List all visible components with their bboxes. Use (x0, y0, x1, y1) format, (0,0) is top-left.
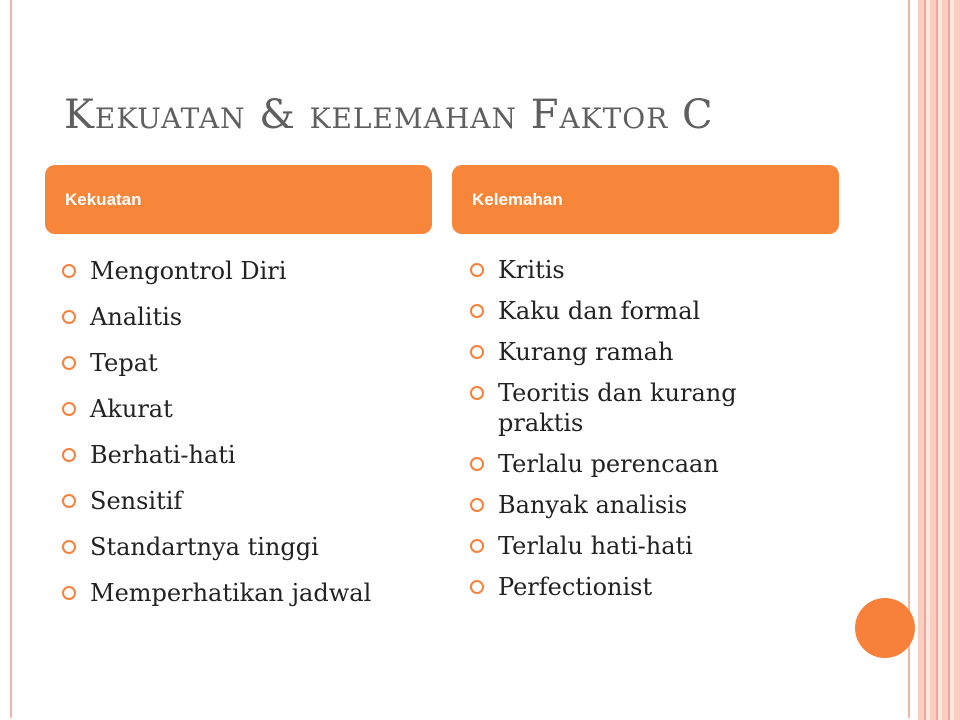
decorative-circle (855, 598, 915, 658)
strengths-list (62, 256, 392, 624)
list-item (62, 256, 392, 286)
list-item (470, 255, 810, 285)
circle-bullet-icon (62, 586, 76, 600)
list-item (62, 578, 392, 608)
strengths-header: Kekuatan (45, 165, 432, 234)
list-item-text: Analitis (90, 303, 183, 331)
list-item-text: Tepat (90, 349, 158, 377)
list-item-text: Standartnya tinggi (90, 533, 319, 561)
circle-bullet-icon (470, 498, 484, 512)
list-item (62, 394, 392, 424)
circle-bullet-icon (62, 310, 76, 324)
circle-bullet-icon (62, 448, 76, 462)
decorative-stripes (918, 0, 960, 720)
list-item-text: Berhati-hati (90, 441, 236, 469)
list-item-text: Teoritis dan kurang praktis (498, 379, 737, 437)
list-item-text: Kurang ramah (498, 338, 674, 366)
list-item (62, 348, 392, 378)
list-item (62, 302, 392, 332)
circle-bullet-icon (470, 263, 484, 277)
circle-bullet-icon (470, 345, 484, 359)
list-item-text: Banyak analisis (498, 491, 688, 519)
decorative-gap (910, 0, 918, 720)
list-item (62, 532, 392, 562)
list-item (470, 449, 810, 479)
list-item (62, 486, 392, 516)
list-item-text: Mengontrol Diri (90, 257, 287, 285)
weaknesses-list (470, 255, 810, 613)
list-item (62, 440, 392, 470)
list-item (470, 296, 810, 326)
list-item (470, 531, 810, 561)
list-item (470, 378, 810, 438)
list-item (470, 572, 810, 602)
circle-bullet-icon (62, 494, 76, 508)
slide-title: Kekuatan & kelemahan Faktor C (64, 92, 714, 138)
circle-bullet-icon (470, 580, 484, 594)
circle-bullet-icon (62, 356, 76, 370)
circle-bullet-icon (470, 539, 484, 553)
circle-bullet-icon (62, 264, 76, 278)
circle-bullet-icon (62, 402, 76, 416)
list-item-text: Akurat (90, 395, 173, 423)
circle-bullet-icon (470, 457, 484, 471)
list-item-text: Kaku dan formal (498, 297, 701, 325)
circle-bullet-icon (62, 540, 76, 554)
list-item-text: Terlalu hati-hati (498, 532, 693, 560)
circle-bullet-icon (470, 304, 484, 318)
list-item-text: Kritis (498, 256, 565, 284)
list-item-text: Terlalu perencaan (498, 450, 719, 478)
list-item-text: Sensitif (90, 487, 183, 515)
circle-bullet-icon (470, 386, 484, 400)
list-item-text: Memperhatikan jadwal (90, 579, 372, 607)
list-item (470, 490, 810, 520)
list-item (470, 337, 810, 367)
list-item-text: Perfectionist (498, 573, 653, 601)
weaknesses-header: Kelemahan (452, 165, 839, 234)
